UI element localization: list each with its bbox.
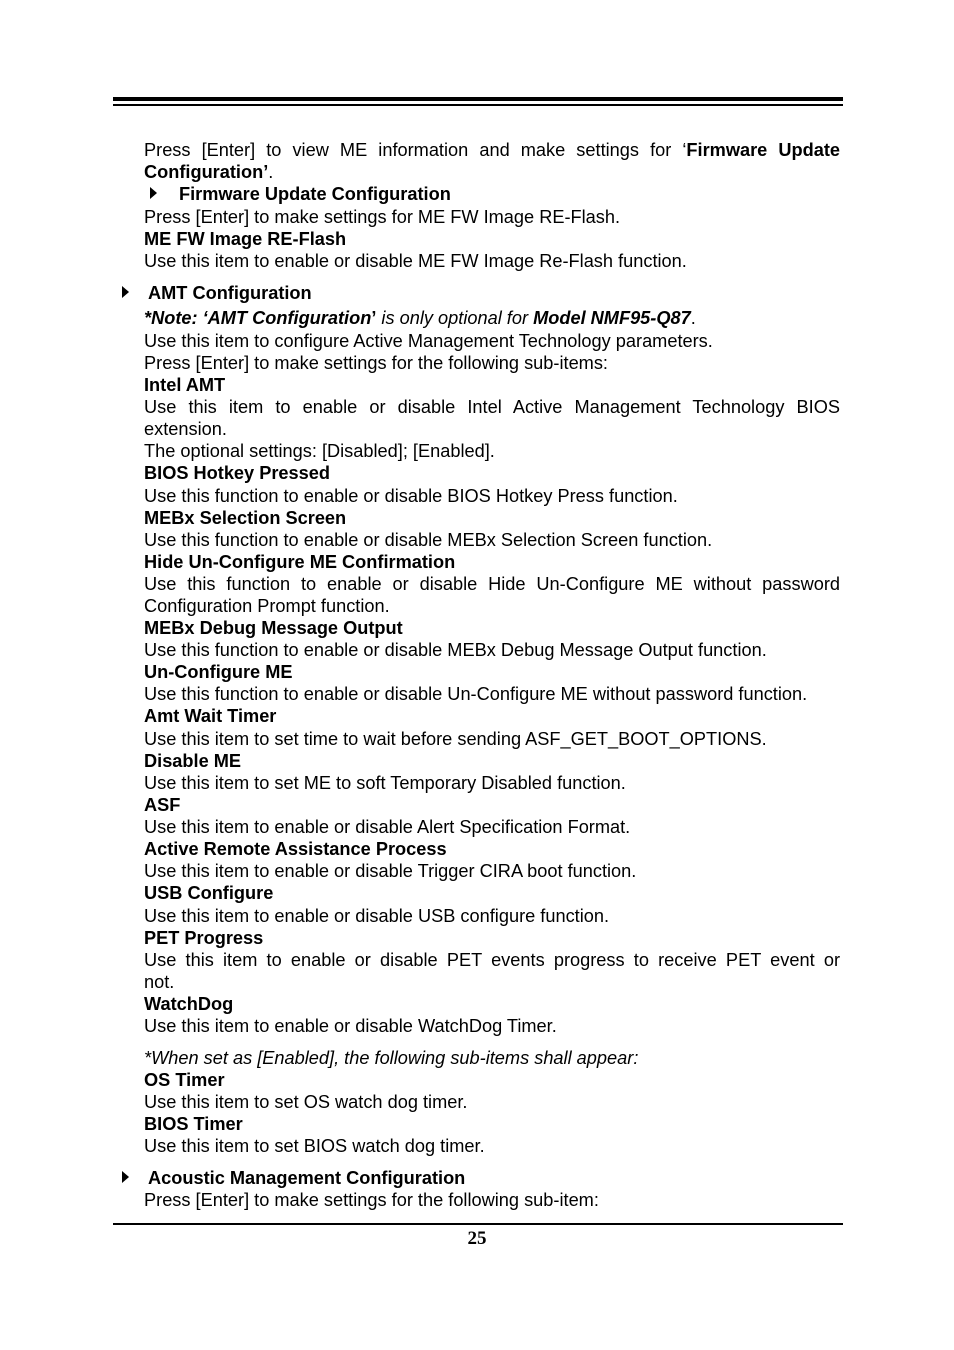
os-timer-title: OS Timer (144, 1070, 225, 1090)
item-title: Disable ME (144, 751, 242, 771)
item-desc: The optional settings: [Disabled]; [Enabled]. (144, 441, 495, 461)
item-title: WatchDog (144, 994, 234, 1014)
item-desc: Use this function to enable or disable Un-Configure ME without password function. (144, 684, 808, 704)
item-title: Un-Configure ME (144, 662, 293, 682)
amt-note: *Note: ‘AMT Configuration’ is only optional for Model NMF95-Q87. (144, 308, 696, 328)
item-title: ASF (144, 795, 181, 815)
item-title: BIOS Hotkey Pressed (144, 463, 330, 483)
me-fw-reflash-desc: Use this item to enable or disable ME FW Image Re-Flash function. (144, 251, 687, 271)
item-desc: Use this item to enable or disable Alert Specification Format. (144, 817, 631, 837)
item-desc: Use this function to enable or disable MEBx Debug Message Output function. (144, 640, 767, 660)
item-desc: Use this item to enable or disable PET events progress to receive PET event or (144, 950, 840, 970)
bios-timer-desc: Use this item to set BIOS watch dog timer. (144, 1136, 485, 1156)
item-title: Hide Un-Configure ME Confirmation (144, 552, 456, 572)
item-desc: Use this item to enable or disable WatchDog Timer. (144, 1016, 557, 1036)
item-desc: Configuration Prompt function. (144, 596, 390, 616)
amt-desc-2: Press [Enter] to make settings for the following sub-items: (144, 353, 608, 373)
footer-rule (113, 1223, 843, 1225)
item-desc: Use this function to enable or disable BIOS Hotkey Press function. (144, 486, 678, 506)
item-title: MEBx Selection Screen (144, 508, 347, 528)
header-rule-thin (113, 104, 843, 106)
amt-desc-1: Use this item to configure Active Management Technology parameters. (144, 331, 713, 351)
triangle-bullet-icon (122, 1171, 129, 1183)
item-title: USB Configure (144, 883, 274, 903)
firmware-update-desc: Press [Enter] to make settings for ME FW Image RE-Flash. (144, 207, 621, 227)
item-title: Active Remote Assistance Process (144, 839, 447, 859)
item-desc: Use this item to set time to wait before sending ASF_GET_BOOT_OPTIONS. (144, 729, 767, 749)
item-desc: Use this item to enable or disable Trigger CIRA boot function. (144, 861, 637, 881)
item-desc: Use this item to enable or disable Intel Active Management Technology BIOS (144, 397, 840, 417)
triangle-bullet-icon (150, 187, 157, 199)
os-timer-desc: Use this item to set OS watch dog timer. (144, 1092, 468, 1112)
header-rule-thick (113, 97, 843, 101)
intro-line-2: Configuration’. (144, 162, 274, 182)
page-number: 25 (467, 1228, 487, 1249)
intro-line-1: Press [Enter] to view ME information and make settings for ‘Firmware Update (144, 140, 840, 160)
acoustic-heading: Acoustic Management Configuration (122, 1167, 842, 1189)
item-title: Amt Wait Timer (144, 706, 277, 726)
item-title: MEBx Debug Message Output (144, 618, 403, 638)
item-desc: Use this item to enable or disable USB configure function. (144, 906, 610, 926)
item-desc: not. (144, 972, 175, 992)
item-title: PET Progress (144, 928, 264, 948)
item-desc: Use this function to enable or disable MEBx Selection Screen function. (144, 530, 713, 550)
triangle-bullet-icon (122, 286, 129, 298)
item-desc: Use this function to enable or disable Hide Un-Configure ME without password (144, 574, 840, 594)
item-title: Intel AMT (144, 375, 226, 395)
acoustic-desc: Press [Enter] to make settings for the following sub-item: (144, 1190, 599, 1210)
item-desc: extension. (144, 419, 227, 439)
item-desc: Use this item to set ME to soft Temporary Disabled function. (144, 773, 626, 793)
bios-timer-title: BIOS Timer (144, 1114, 243, 1134)
firmware-update-heading: Firmware Update Configuration (150, 183, 840, 205)
me-fw-reflash-title: ME FW Image RE-Flash (144, 229, 347, 249)
amt-heading: AMT Configuration (122, 282, 842, 304)
watchdog-note: *When set as [Enabled], the following sub-items shall appear: (144, 1048, 639, 1068)
